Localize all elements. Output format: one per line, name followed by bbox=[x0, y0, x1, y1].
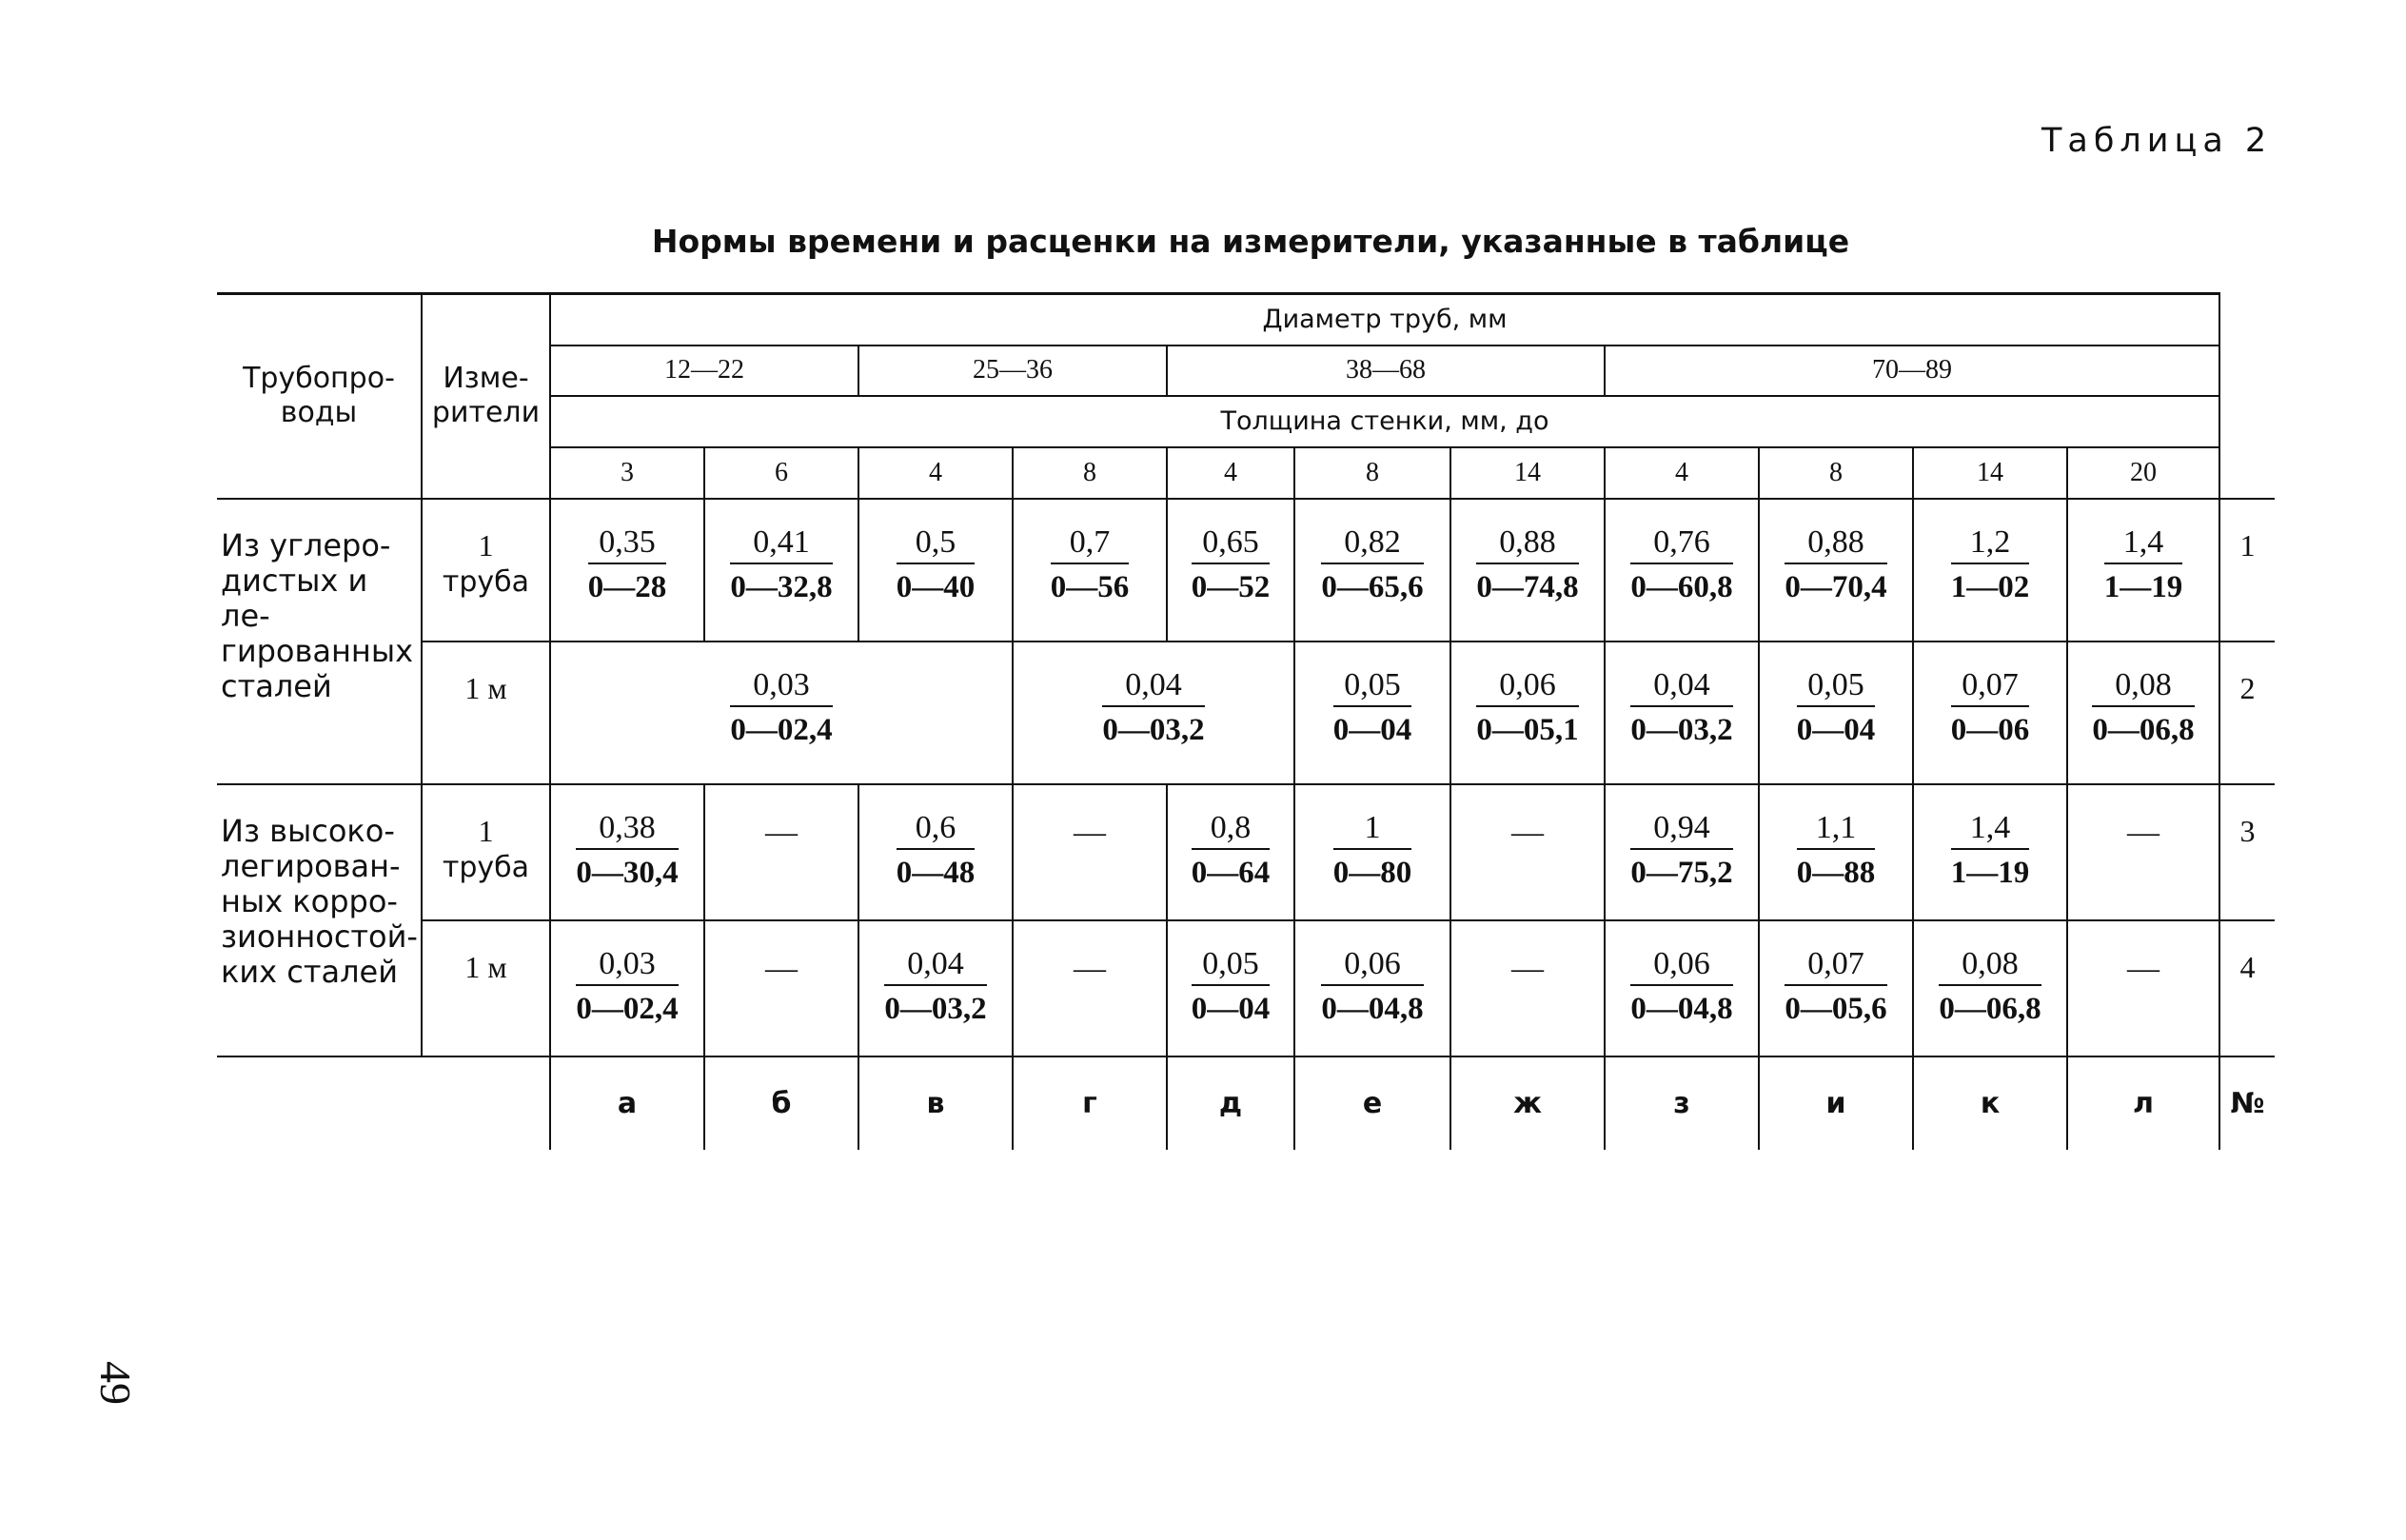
norm-time: 0,6 bbox=[897, 810, 976, 850]
unit-value: 1 м bbox=[464, 670, 507, 705]
empty-dash: — bbox=[765, 950, 798, 986]
norm-rate: 0—70,4 bbox=[1785, 569, 1887, 604]
norm-cell bbox=[2067, 784, 2219, 920]
column-letter: а bbox=[550, 1056, 704, 1150]
norm-time: 0,82 bbox=[1321, 524, 1423, 564]
norm-time: 0,05 bbox=[1797, 667, 1876, 707]
norm-rate: 0—04,8 bbox=[1321, 991, 1424, 1026]
table-title: Нормы времени и расценки на измерители, указанные в таблице bbox=[651, 223, 1850, 260]
norm-rate: 0—52 bbox=[1191, 569, 1271, 604]
norm-cell bbox=[2067, 642, 2219, 784]
diameter-group: 12—22 bbox=[550, 346, 858, 396]
table-row bbox=[217, 784, 2275, 920]
column-letter: к bbox=[1913, 1056, 2067, 1150]
thickness-value: 14 bbox=[1450, 447, 1605, 499]
diameter-group: 38—68 bbox=[1167, 346, 1605, 396]
norm-cell bbox=[2067, 920, 2219, 1056]
group-name: Из высоко- легирован- ных корро- зионностой- ких сталей bbox=[217, 784, 422, 1056]
column-letter: и bbox=[1759, 1056, 1913, 1150]
norm-time: 0,65 bbox=[1192, 524, 1271, 564]
column-letter: з bbox=[1605, 1056, 1759, 1150]
norm-time: 0,8 bbox=[1192, 810, 1271, 850]
empty-dash: — bbox=[1511, 814, 1544, 850]
norm-cell bbox=[1294, 499, 1450, 642]
norm-time: 0,06 bbox=[1630, 946, 1732, 986]
norm-rate: 0—06,8 bbox=[2092, 712, 2195, 747]
norm-cell bbox=[1167, 920, 1294, 1056]
unit-value: 1 bbox=[478, 527, 494, 563]
norm-rate: 0—03,2 bbox=[884, 991, 987, 1026]
norm-time: 0,05 bbox=[1192, 946, 1271, 986]
diameter-group: 70—89 bbox=[1605, 346, 2219, 396]
norm-time: 0,06 bbox=[1476, 667, 1578, 707]
column-letter: д bbox=[1167, 1056, 1294, 1150]
thickness-value: 14 bbox=[1913, 447, 2067, 499]
thickness-value: 6 bbox=[704, 447, 858, 499]
norm-time: 0,04 bbox=[1102, 667, 1204, 707]
unit-cell bbox=[422, 499, 550, 642]
norm-cell bbox=[1759, 784, 1913, 920]
norm-cell bbox=[704, 920, 858, 1056]
norm-time: 0,35 bbox=[588, 524, 667, 564]
table-row bbox=[217, 499, 2275, 642]
unit-value: 1 м bbox=[464, 949, 507, 984]
empty-dash: — bbox=[1511, 950, 1544, 986]
norm-cell bbox=[550, 920, 704, 1056]
col-header-pipelines: Трубопро- воды bbox=[217, 294, 422, 499]
norm-time: 0,7 bbox=[1051, 524, 1130, 564]
diameter-group: 25—36 bbox=[858, 346, 1167, 396]
column-letter: г bbox=[1013, 1056, 1167, 1150]
letters-spacer bbox=[422, 1056, 550, 1150]
norm-time: 0,05 bbox=[1333, 667, 1412, 707]
norm-cell bbox=[1759, 920, 1913, 1056]
norm-cell bbox=[1167, 499, 1294, 642]
thickness-header: Толщина стенки, мм, до bbox=[550, 396, 2219, 447]
norm-cell bbox=[1759, 642, 1913, 784]
thickness-value: 4 bbox=[1167, 447, 1294, 499]
norm-time: 0,06 bbox=[1321, 946, 1423, 986]
unit-value-2: труба bbox=[442, 850, 530, 884]
norm-rate: 0—75,2 bbox=[1630, 855, 1733, 890]
norm-cell bbox=[1013, 642, 1294, 784]
norm-time: 0,38 bbox=[576, 810, 678, 850]
norm-cell bbox=[1759, 499, 1913, 642]
norm-rate: 0—02,4 bbox=[576, 991, 679, 1026]
column-letter: е bbox=[1294, 1056, 1450, 1150]
number-sign: № bbox=[2219, 1056, 2275, 1150]
norm-time: 0,04 bbox=[884, 946, 986, 986]
norm-rate: 0—06 bbox=[1950, 712, 2030, 747]
norm-cell bbox=[1167, 784, 1294, 920]
thickness-value: 4 bbox=[1605, 447, 1759, 499]
norm-rate: 0—56 bbox=[1050, 569, 1130, 604]
empty-dash: — bbox=[2127, 814, 2159, 850]
norm-time: 1,4 bbox=[1951, 810, 2030, 850]
norm-rate: 0—06,8 bbox=[1939, 991, 2041, 1026]
norm-rate: 0—02,4 bbox=[730, 712, 833, 747]
thickness-value: 8 bbox=[1294, 447, 1450, 499]
norm-rate: 0—05,1 bbox=[1476, 712, 1579, 747]
norm-cell bbox=[1294, 920, 1450, 1056]
norm-rate: 0—28 bbox=[587, 569, 667, 604]
norm-rate: 0—64 bbox=[1191, 855, 1271, 890]
thickness-value: 8 bbox=[1759, 447, 1913, 499]
group-name: Из углеро- дистых и ле- гированных сталей bbox=[217, 499, 422, 784]
norm-cell bbox=[1913, 642, 2067, 784]
norm-cell bbox=[1605, 642, 1759, 784]
column-letter: л bbox=[2067, 1056, 2219, 1150]
norm-time: 0,88 bbox=[1476, 524, 1578, 564]
norm-cell bbox=[704, 499, 858, 642]
norm-cell bbox=[1450, 920, 1605, 1056]
norm-cell bbox=[858, 920, 1013, 1056]
norm-rate: 1—19 bbox=[1950, 855, 2030, 890]
norm-rate: 0—40 bbox=[896, 569, 976, 604]
norm-time: 0,03 bbox=[730, 667, 832, 707]
norm-rate: 0—04 bbox=[1796, 712, 1876, 747]
norm-rate: 0—03,2 bbox=[1102, 712, 1205, 747]
norm-rate: 0—80 bbox=[1332, 855, 1412, 890]
unit-cell bbox=[422, 920, 550, 1056]
norm-rate: 0—30,4 bbox=[576, 855, 679, 890]
norm-cell bbox=[550, 499, 704, 642]
unit-cell bbox=[422, 784, 550, 920]
row-number: 4 bbox=[2219, 920, 2275, 1056]
norm-time: 1 bbox=[1333, 810, 1412, 850]
norm-cell bbox=[1605, 499, 1759, 642]
norm-rate: 0—04,8 bbox=[1630, 991, 1733, 1026]
row-number: 3 bbox=[2219, 784, 2275, 920]
norm-rate: 0—04 bbox=[1191, 991, 1271, 1026]
norm-time: 0,94 bbox=[1630, 810, 1732, 850]
norm-time: 0,5 bbox=[897, 524, 976, 564]
empty-dash: — bbox=[1074, 814, 1106, 850]
norm-rate: 0—03,2 bbox=[1630, 712, 1733, 747]
norm-rate: 1—19 bbox=[2103, 569, 2183, 604]
column-letter: б bbox=[704, 1056, 858, 1150]
thickness-value: 8 bbox=[1013, 447, 1167, 499]
norm-cell bbox=[550, 642, 1013, 784]
table-row bbox=[217, 642, 2275, 784]
norm-time: 1,2 bbox=[1951, 524, 2030, 564]
norm-time: 0,07 bbox=[1785, 946, 1886, 986]
norm-rate: 0—60,8 bbox=[1630, 569, 1733, 604]
norms-table bbox=[217, 292, 2275, 1150]
norm-rate: 0—74,8 bbox=[1476, 569, 1579, 604]
norm-cell bbox=[1913, 920, 2067, 1056]
norm-cell bbox=[550, 784, 704, 920]
norm-cell bbox=[1450, 784, 1605, 920]
norm-cell bbox=[1913, 784, 2067, 920]
unit-value-2: труба bbox=[442, 564, 530, 599]
thickness-value: 3 bbox=[550, 447, 704, 499]
norm-cell bbox=[1294, 642, 1450, 784]
column-letter: ж bbox=[1450, 1056, 1605, 1150]
norm-rate: 0—88 bbox=[1796, 855, 1876, 890]
page-number: 49 bbox=[91, 1361, 140, 1405]
norm-time: 0,07 bbox=[1951, 667, 2030, 707]
norm-time: 0,03 bbox=[576, 946, 678, 986]
col-header-units: Изме- рители bbox=[422, 294, 550, 499]
rownum-spacer bbox=[2219, 294, 2275, 499]
norm-time: 1,1 bbox=[1797, 810, 1876, 850]
thickness-value: 20 bbox=[2067, 447, 2219, 499]
norm-cell bbox=[1013, 784, 1167, 920]
norm-time: 0,88 bbox=[1785, 524, 1886, 564]
table-row bbox=[217, 920, 2275, 1056]
norm-rate: 0—65,6 bbox=[1321, 569, 1424, 604]
norm-cell bbox=[1294, 784, 1450, 920]
norm-cell bbox=[1605, 784, 1759, 920]
norm-time: 0,08 bbox=[2092, 667, 2194, 707]
norm-time: 0,08 bbox=[1939, 946, 2041, 986]
table-label: Таблица 2 bbox=[2041, 122, 2273, 160]
norm-cell bbox=[858, 784, 1013, 920]
norm-time: 1,4 bbox=[2104, 524, 2183, 564]
letters-row bbox=[217, 1056, 2275, 1150]
norm-time: 0,04 bbox=[1630, 667, 1732, 707]
norm-time: 0,41 bbox=[730, 524, 832, 564]
norm-rate: 0—48 bbox=[896, 855, 976, 890]
norm-cell bbox=[704, 784, 858, 920]
empty-dash: — bbox=[2127, 950, 2159, 986]
norm-rate: 0—32,8 bbox=[730, 569, 833, 604]
norm-cell bbox=[1913, 499, 2067, 642]
norm-cell bbox=[2067, 499, 2219, 642]
empty-dash: — bbox=[1074, 950, 1106, 986]
norm-cell bbox=[858, 499, 1013, 642]
unit-value: 1 bbox=[478, 813, 494, 848]
norm-cell bbox=[1013, 920, 1167, 1056]
column-letter: в bbox=[858, 1056, 1013, 1150]
row-number: 2 bbox=[2219, 642, 2275, 784]
diameter-header: Диаметр труб, мм bbox=[550, 294, 2219, 346]
row-number: 1 bbox=[2219, 499, 2275, 642]
norm-time: 0,76 bbox=[1630, 524, 1732, 564]
empty-dash: — bbox=[765, 814, 798, 850]
letters-spacer bbox=[217, 1056, 422, 1150]
norm-rate: 0—04 bbox=[1332, 712, 1412, 747]
norm-rate: 1—02 bbox=[1950, 569, 2030, 604]
norm-rate: 0—05,6 bbox=[1785, 991, 1887, 1026]
norm-cell bbox=[1605, 920, 1759, 1056]
unit-cell bbox=[422, 642, 550, 784]
thickness-value: 4 bbox=[858, 447, 1013, 499]
norm-cell bbox=[1013, 499, 1167, 642]
norm-cell bbox=[1450, 642, 1605, 784]
norm-cell bbox=[1450, 499, 1605, 642]
